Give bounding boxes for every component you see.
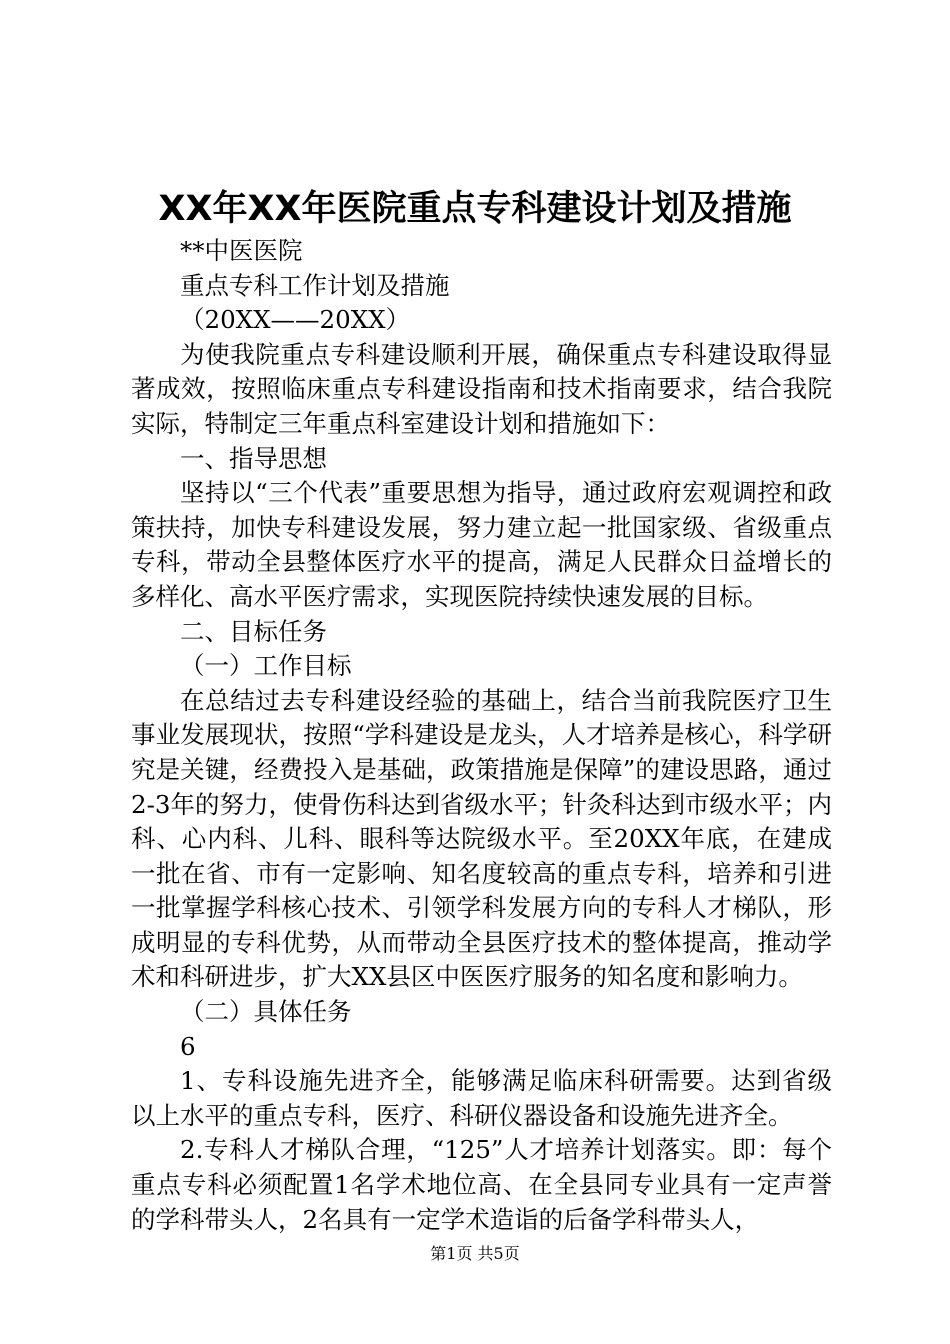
document-title: XX年XX年医院重点专科建设计划及措施 [158,189,792,229]
heading-goals-tasks: 二、目标任务 [180,616,327,646]
paragraph-task-1: 1、专科设施先进齐全，能够满足临床科研需要。达到省级以上水平的重点专科，医疗、科研仪器设备和设施先进齐全。 [131,1066,832,1130]
heading-guiding-ideology: 一、指导思想 [180,443,327,473]
paragraph-hospital-name: **中医医院 [180,236,303,265]
heading-specific-tasks: （二）具体任务 [180,997,352,1027]
paragraph-task-2: 2.专科人才梯队合理，“125”人才培养计划落实。即：每个重点专科必须配置1名学术地位高、在全县同专业具有一定声誉的学科带头人，2名具有一定学术造诣的后备学科带头人， [131,1135,832,1234]
document-body [131,234,832,1237]
heading-work-goals: （一）工作目标 [180,651,352,681]
paragraph-introduction: 为使我院重点专科建设顺利开展，确保重点专科建设取得显著成效，按照临床重点专科建设指南和技术指南要求，结合我院实际，特制定三年重点科室建设计划和措施如下： [131,339,832,438]
paragraph-number: 6 [180,1031,196,1061]
page-footer: 第1页 共5页 [430,1244,520,1263]
paragraph-plan-subtitle: 重点专科工作计划及措施 [180,270,450,300]
paragraph-work-goals: 在总结过去专科建设经验的基础上，结合当前我院医疗卫生事业发展现状，按照“学科建设是龙头，人才培养是核心，科学研究是关键，经费投入是基础，政策措施是保障”的建设思路，通过2-3年的努力，使骨伤科达到省级水平；针灸科达到市级水平；内科、心内科、儿科、眼科等达院级水平。至20XX年底，在建成一批在省、市有一定影响、知名度较高的重点专科，培养和引进一批掌握学科核心技术、引领学科发展方向的专科人才梯队，形成明显的专科优势，从而带动全县医疗技术的整体提高，推动学术和科研进步，扩大XX县区中医医疗服务的知名度和影响力。 [131,685,832,992]
paragraph-guiding-ideology: 坚持以“三个代表”重要思想为指导，通过政府宏观调控和政策扶持，加快专科建设发展，努力建立起一批国家级、省级重点专科，带动全县整体医疗水平的提高，满足人民群众日益增长的多样化、高水平医疗需求，实现医院持续快速发展的目标。 [131,478,832,611]
paragraph-plan-period: （20XX——20XX） [180,305,411,335]
